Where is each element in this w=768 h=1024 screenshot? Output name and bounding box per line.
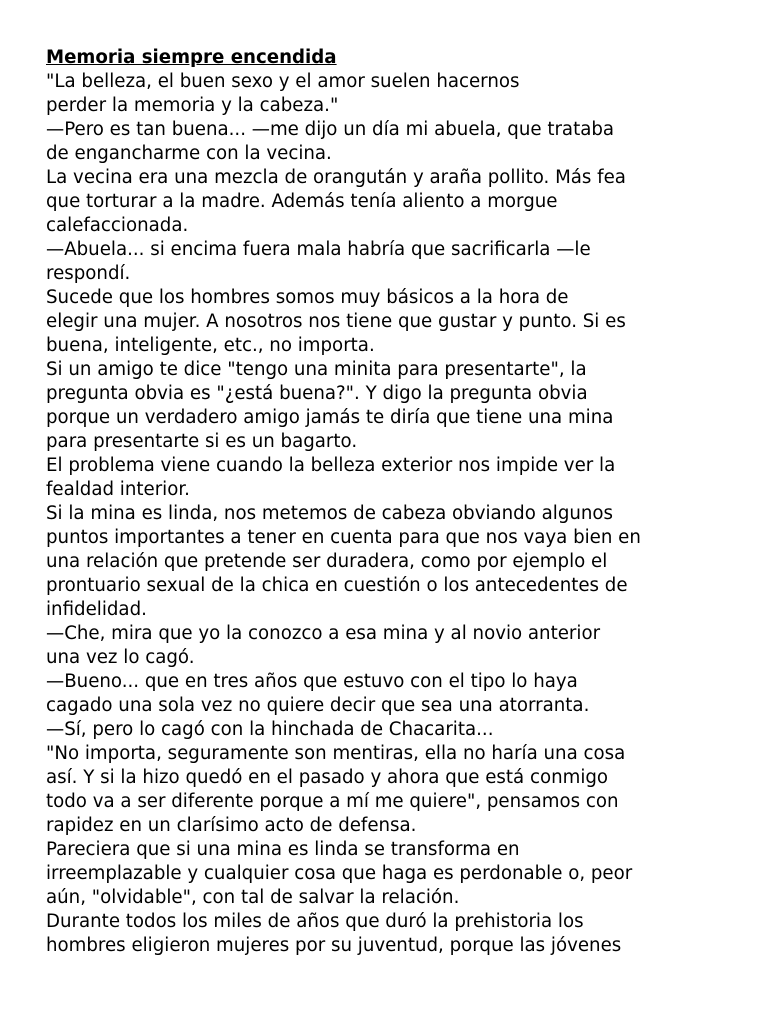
text-line: prontuario sexual de la chica en cuestión o los antecedentes de: [46, 575, 628, 596]
text-line: Si la mina es linda, nos metemos de cabeza obviando algunos: [46, 503, 614, 524]
text-line: buena, inteligente, etc., no importa.: [46, 335, 375, 356]
text-line: para presentarte si es un bagarto.: [46, 431, 358, 452]
text-line: Pareciera que si una mina es linda se transforma en: [46, 839, 520, 860]
text-line: una vez lo cagó.: [46, 647, 195, 668]
text-line: "No importa, seguramente son mentiras, ella no haría una cosa: [46, 743, 626, 764]
text-line: "La belleza, el buen sexo y el amor suelen hacernos: [46, 71, 520, 92]
text-line: que torturar a la madre. Además tenía aliento a morgue: [46, 191, 558, 212]
text-line: —Bueno... que en tres años que estuvo con el tipo lo haya: [46, 671, 578, 692]
text-line: Durante todos los miles de años que duró la prehistoria los: [46, 911, 584, 932]
text-line: Si un amigo te dice "tengo una minita para presentarte", la: [46, 359, 587, 380]
text-line: rapidez en un clarísimo acto de defensa.: [46, 815, 417, 836]
text-line: —Sí, pero lo cagó con la hinchada de Chacarita...: [46, 719, 494, 740]
text-line: irreemplazable y cualquier cosa que haga es perdonable o, peor: [46, 863, 633, 884]
text-line: de engancharme con la vecina.: [46, 143, 332, 164]
document-page: [46, 46, 746, 958]
text-line: una relación que pretende ser duradera, como por ejemplo el: [46, 551, 608, 572]
text-line: porque un verdadero amigo jamás te diría que tiene una mina: [46, 407, 614, 428]
text-line: —Pero es tan buena... —me dijo un día mi abuela, que trataba: [46, 119, 615, 140]
text-line: cagado una sola vez no quiere decir que sea una atorranta.: [46, 695, 590, 716]
text-line: elegir una mujer. A nosotros nos tiene que gustar y punto. Si es: [46, 311, 626, 332]
document-body: [46, 70, 746, 958]
text-line: La vecina era una mezcla de orangután y araña pollito. Más fea: [46, 167, 626, 188]
text-line: fealdad interior.: [46, 479, 190, 500]
text-line: todo va a ser diferente porque a mí me quiere", pensamos con: [46, 791, 619, 812]
text-line: —Abuela... si encima fuera mala habría que sacrificarla —le: [46, 239, 591, 260]
text-line: aún, "olvidable", con tal de salvar la relación.: [46, 887, 460, 908]
text-line: así. Y si la hizo quedó en el pasado y ahora que está conmigo: [46, 767, 609, 788]
text-line: infidelidad.: [46, 599, 147, 620]
text-line: —Che, mira que yo la conozco a esa mina y al novio anterior: [46, 623, 601, 644]
text-line: puntos importantes a tener en cuenta para que nos vaya bien en: [46, 527, 641, 548]
text-line: El problema viene cuando la belleza exterior nos impide ver la: [46, 455, 616, 476]
text-line: calefaccionada.: [46, 215, 189, 236]
text-line: respondí.: [46, 263, 131, 284]
text-line: pregunta obvia es "¿está buena?". Y digo la pregunta obvia: [46, 383, 588, 404]
text-line: Sucede que los hombres somos muy básicos a la hora de: [46, 287, 569, 308]
document-title: Memoria siempre encendida: [46, 47, 337, 68]
text-line: perder la memoria y la cabeza.": [46, 95, 339, 116]
text-line: hombres eligieron mujeres por su juventud, porque las jóvenes: [46, 935, 622, 956]
